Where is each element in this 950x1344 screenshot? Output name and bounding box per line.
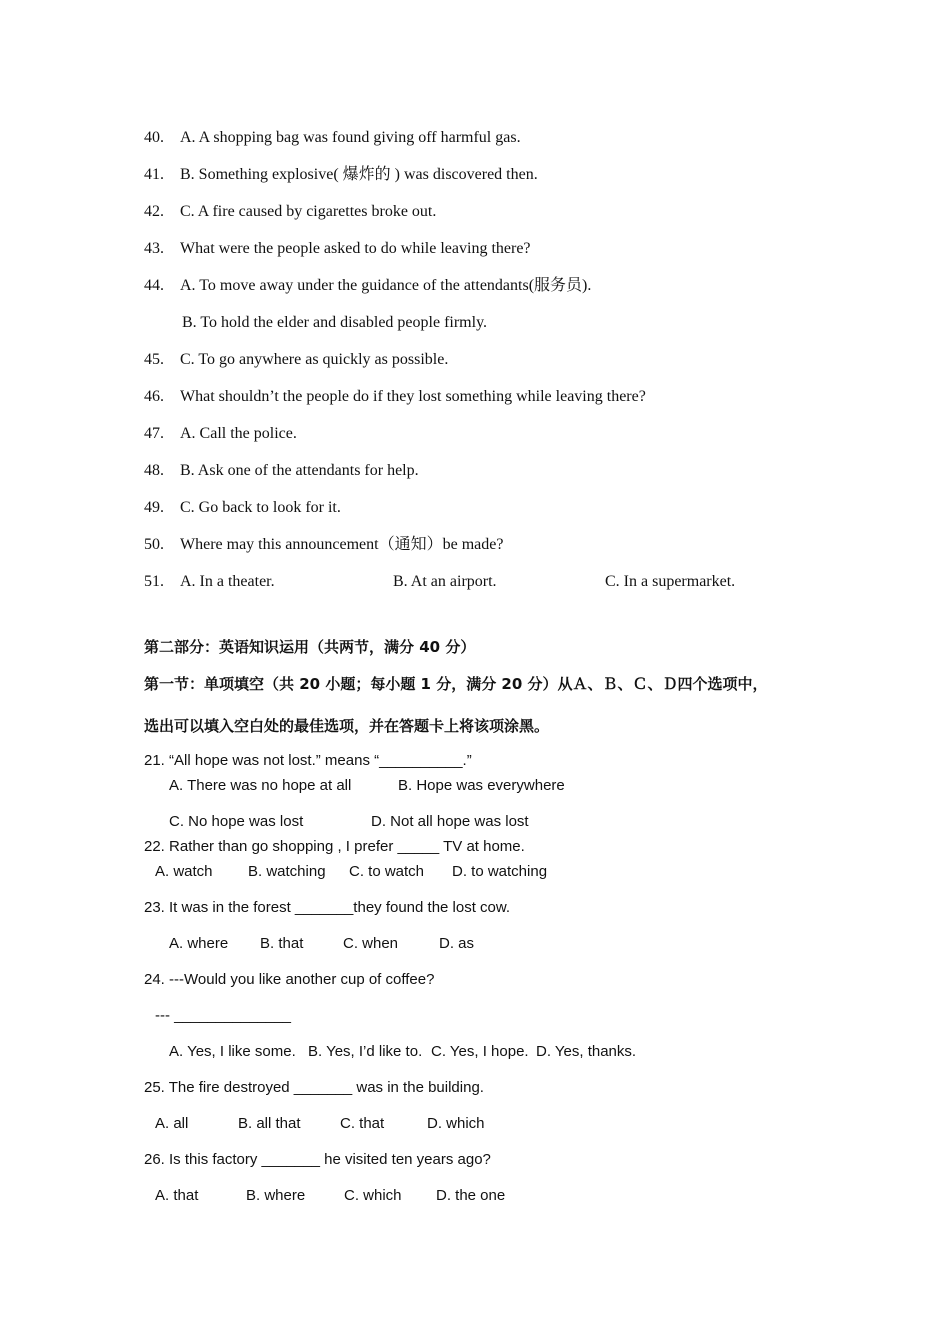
item-number: 49.	[144, 499, 164, 516]
item-44-b	[182, 313, 487, 332]
item-number: 51.	[144, 573, 164, 590]
item-text: B. To hold the elder and disabled people firmly.	[182, 314, 488, 331]
item-text: Where may this announcement（通知）be made?	[180, 536, 504, 553]
question-21-option-a: A. There was no hope at all	[169, 777, 352, 794]
question-24-option-a: A. Yes, I like some.	[169, 1043, 296, 1060]
item-45	[144, 350, 448, 369]
question-25-option-d: D. which	[427, 1115, 485, 1132]
question-26-option-d: D. the one	[436, 1187, 506, 1204]
question-25-option-b: B. all that	[238, 1115, 301, 1132]
question-26-stem: 26. Is this factory _______ he visited ten years ago?	[144, 1151, 491, 1168]
item-text: A. In a theater.	[180, 573, 275, 590]
question-22-option-a: A. watch	[155, 863, 213, 880]
item-number: 46.	[144, 388, 164, 405]
item-50	[144, 535, 503, 554]
question-23-option-a: A. where	[169, 935, 229, 952]
question-24-option-c: C. Yes, I hope.	[431, 1043, 529, 1060]
item-number: 41.	[144, 166, 164, 183]
question-21-option-d: D. Not all hope was lost	[371, 813, 529, 830]
question-25-option-a: A. all	[155, 1115, 189, 1132]
item-text: C. A fire caused by cigarettes broke out.	[180, 203, 437, 220]
item-number: 42.	[144, 203, 164, 220]
section1-instructions-line2: 选出可以填入空白处的最佳选项，并在答题卡上将该项涂黑。	[144, 717, 550, 735]
question-25-stem: 25. The fire destroyed _______ was in the building.	[144, 1079, 484, 1096]
item-number: 45.	[144, 351, 164, 368]
question-23-option-b: B. that	[260, 935, 304, 952]
item-number: 47.	[144, 425, 164, 442]
item-44	[144, 276, 591, 295]
question-26-option-a: A. that	[155, 1187, 199, 1204]
item-48	[144, 461, 419, 480]
item-text: A. To move away under the guidance of the attendants(服务员).	[180, 277, 592, 294]
item-41	[144, 165, 538, 184]
item-number: 50.	[144, 536, 164, 553]
question-26-option-c: C. which	[344, 1187, 402, 1204]
question-22-option-b: B. watching	[248, 863, 326, 880]
item-42	[144, 202, 436, 221]
item-text: C. To go anywhere as quickly as possible.	[180, 351, 449, 368]
part2-title: 第二部分：英语知识运用（共两节，满分 40 分）	[144, 638, 476, 656]
item-text: B. Something explosive( 爆炸的 ) was discovered then.	[180, 166, 538, 183]
item-text: What were the people asked to do while leaving there?	[180, 240, 531, 257]
item-number: 44.	[144, 277, 164, 294]
question-23-option-d: D. as	[439, 935, 475, 952]
item-text: B. Ask one of the attendants for help.	[180, 462, 419, 479]
item-51-option-c: C. In a supermarket.	[605, 573, 736, 590]
question-21-stem: 21. “All hope was not lost.” means “__________.”	[144, 752, 472, 769]
item-number: 48.	[144, 462, 164, 479]
item-text: A. A shopping bag was found giving off harmful gas.	[180, 129, 521, 146]
item-text: A. Call the police.	[180, 425, 297, 442]
item-51-option-b: B. At an airport.	[393, 573, 497, 590]
item-40	[144, 128, 521, 147]
question-25-option-c: C. that	[340, 1115, 385, 1132]
question-22-stem: 22. Rather than go shopping , I prefer _____ TV at home.	[144, 838, 525, 855]
question-22-option-d: D. to watching	[452, 863, 548, 880]
item-text: What shouldn’t the people do if they lost something while leaving there?	[180, 388, 646, 405]
item-number: 43.	[144, 240, 164, 257]
item-text: C. Go back to look for it.	[180, 499, 341, 516]
question-24-reply: --- ______________	[155, 1007, 291, 1024]
question-24-option-d: D. Yes, thanks.	[536, 1043, 637, 1060]
section1-instructions-line1: 第一节：单项填空（共 20 小题；每小题 1 分，满分 20 分）从Ａ、Ｂ、Ｃ、Ｄ四个选项中，	[144, 675, 768, 693]
question-24-option-b: B. Yes, I’d like to.	[308, 1043, 423, 1060]
question-21-option-c: C. No hope was lost	[169, 813, 304, 830]
item-number: 40.	[144, 129, 164, 146]
question-23-option-c: C. when	[343, 935, 399, 952]
item-47	[144, 424, 297, 443]
item-46	[144, 387, 646, 406]
question-26-option-b: B. where	[246, 1187, 306, 1204]
item-49	[144, 498, 341, 517]
question-23-stem: 23. It was in the forest _______they found the lost cow.	[144, 899, 511, 916]
item-43	[144, 239, 531, 258]
item-51	[144, 572, 275, 591]
question-22-option-c: C. to watch	[349, 863, 425, 880]
question-21-option-b: B. Hope was everywhere	[398, 777, 565, 794]
question-24-stem: 24. ---Would you like another cup of coffee?	[144, 971, 435, 988]
